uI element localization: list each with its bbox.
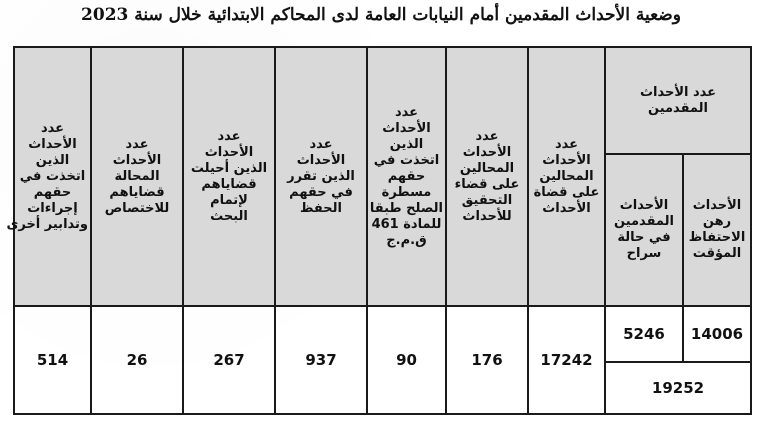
header-label-line: حقهم (33, 184, 72, 200)
header-case-dismissed (275, 47, 367, 306)
cell-referred-for-further-inquiry: 267 (183, 306, 275, 414)
header-label-line: الصلح طبقا (369, 200, 443, 216)
header-label-line: الأحداث (28, 136, 77, 152)
cell-temporary-custody: 14006 (683, 306, 751, 362)
header-label-line: الأحداث (462, 144, 512, 160)
header-label-line: الذين (35, 152, 70, 168)
header-label-line: ق.م.ج (386, 232, 427, 248)
header-referred-to-investigation (446, 47, 528, 306)
cell-presented-total: 19252 (605, 362, 751, 414)
header-label-line: وتدابير أخرى (6, 216, 88, 232)
header-label-line: المحالين (539, 168, 594, 184)
header-label-line: على قضاء (454, 176, 520, 192)
header-label-line: للمادة 461 (371, 216, 442, 232)
header-label-line: عدد (554, 136, 579, 152)
header-label-line: للأحداث (462, 208, 512, 224)
header-label-line: الأحداث (692, 198, 742, 213)
header-label-line: الأحداث (296, 152, 346, 168)
subheader-released (605, 154, 683, 306)
header-label-line: حقهم (387, 168, 426, 184)
header-label-line: الأحداث (542, 152, 591, 168)
header-label-line: عدد (475, 128, 499, 144)
header-label-line: التحقيق (461, 192, 513, 208)
header-other-measures (6, 47, 91, 306)
header-referred-to-juvenile-judges (528, 47, 605, 306)
header-label-line: الحفظ (300, 200, 342, 216)
header-label-line: المقدمين (614, 214, 674, 229)
header-label-line: عدد (394, 104, 419, 120)
header-referred-for-further-inquiry (183, 47, 275, 306)
header-label-line: المحالة (114, 168, 160, 184)
header-label-line: لإتمام (210, 192, 248, 208)
header-label-line: الأحداث (112, 152, 162, 168)
header-label-line: المحالين (459, 160, 515, 176)
header-label-line: الذين تقرر (287, 168, 355, 184)
header-label-line: عدد (125, 136, 149, 152)
header-label-line: الذين (389, 136, 424, 152)
header-label-line: عدد (217, 128, 241, 144)
cell-referred-to-juvenile-judges: 17242 (528, 306, 605, 414)
header-label-line: مسطرة (381, 184, 432, 200)
header-label-line: الأحداث (619, 198, 669, 213)
header-label-line: في حقهم (289, 184, 353, 200)
subheader-temporary-custody (683, 154, 751, 306)
header-label-line: المؤقت (692, 246, 742, 261)
statistics-table (6, 46, 752, 415)
header-label-line: البحث (210, 208, 248, 224)
header-label-line: قضاياهم (201, 176, 257, 192)
cell-referred-for-jurisdiction: 26 (91, 306, 183, 414)
header-label-line: للاختصاص (104, 200, 170, 216)
header-label-line: عدد (40, 120, 65, 136)
header-label-line: اتخذت في (19, 168, 86, 184)
header-label-line: الأحداث (542, 200, 591, 216)
header-referred-for-jurisdiction (91, 47, 183, 306)
header-label-line: المقدمين (648, 100, 708, 116)
cell-referred-to-investigation: 176 (446, 306, 528, 414)
cell-other-measures: 514 (14, 306, 91, 414)
page-title: وضعية الأحداث المقدمين أمام النيابات العامة لدى المحاكم الابتدائية خلال سنة 2023 (81, 5, 681, 25)
header-label-line: رهن (702, 214, 732, 229)
header-label-line: قضاياهم (109, 184, 165, 200)
cell-released: 5246 (605, 306, 683, 362)
group-header-presented-minors (605, 47, 751, 154)
header-label-line: عدد الأحداث (639, 84, 717, 100)
header-label-line: سراح (626, 246, 662, 261)
header-label-line: إجراءات (27, 200, 78, 216)
header-label-line: الأحداث (204, 144, 254, 160)
header-label-line: الذين أحيلت (190, 160, 268, 176)
header-label-line: الاحتفاظ (688, 230, 746, 245)
cell-conciliation-procedure: 90 (367, 306, 446, 414)
header-label-line: في حالة (617, 230, 671, 245)
header-label-line: الأحداث (382, 120, 431, 136)
header-conciliation-procedure (367, 47, 446, 306)
header-label-line: عدد (309, 136, 333, 152)
cell-case-dismissed: 937 (275, 306, 367, 414)
header-label-line: على قضاة (533, 184, 600, 200)
header-label-line: اتخذت في (373, 152, 440, 168)
